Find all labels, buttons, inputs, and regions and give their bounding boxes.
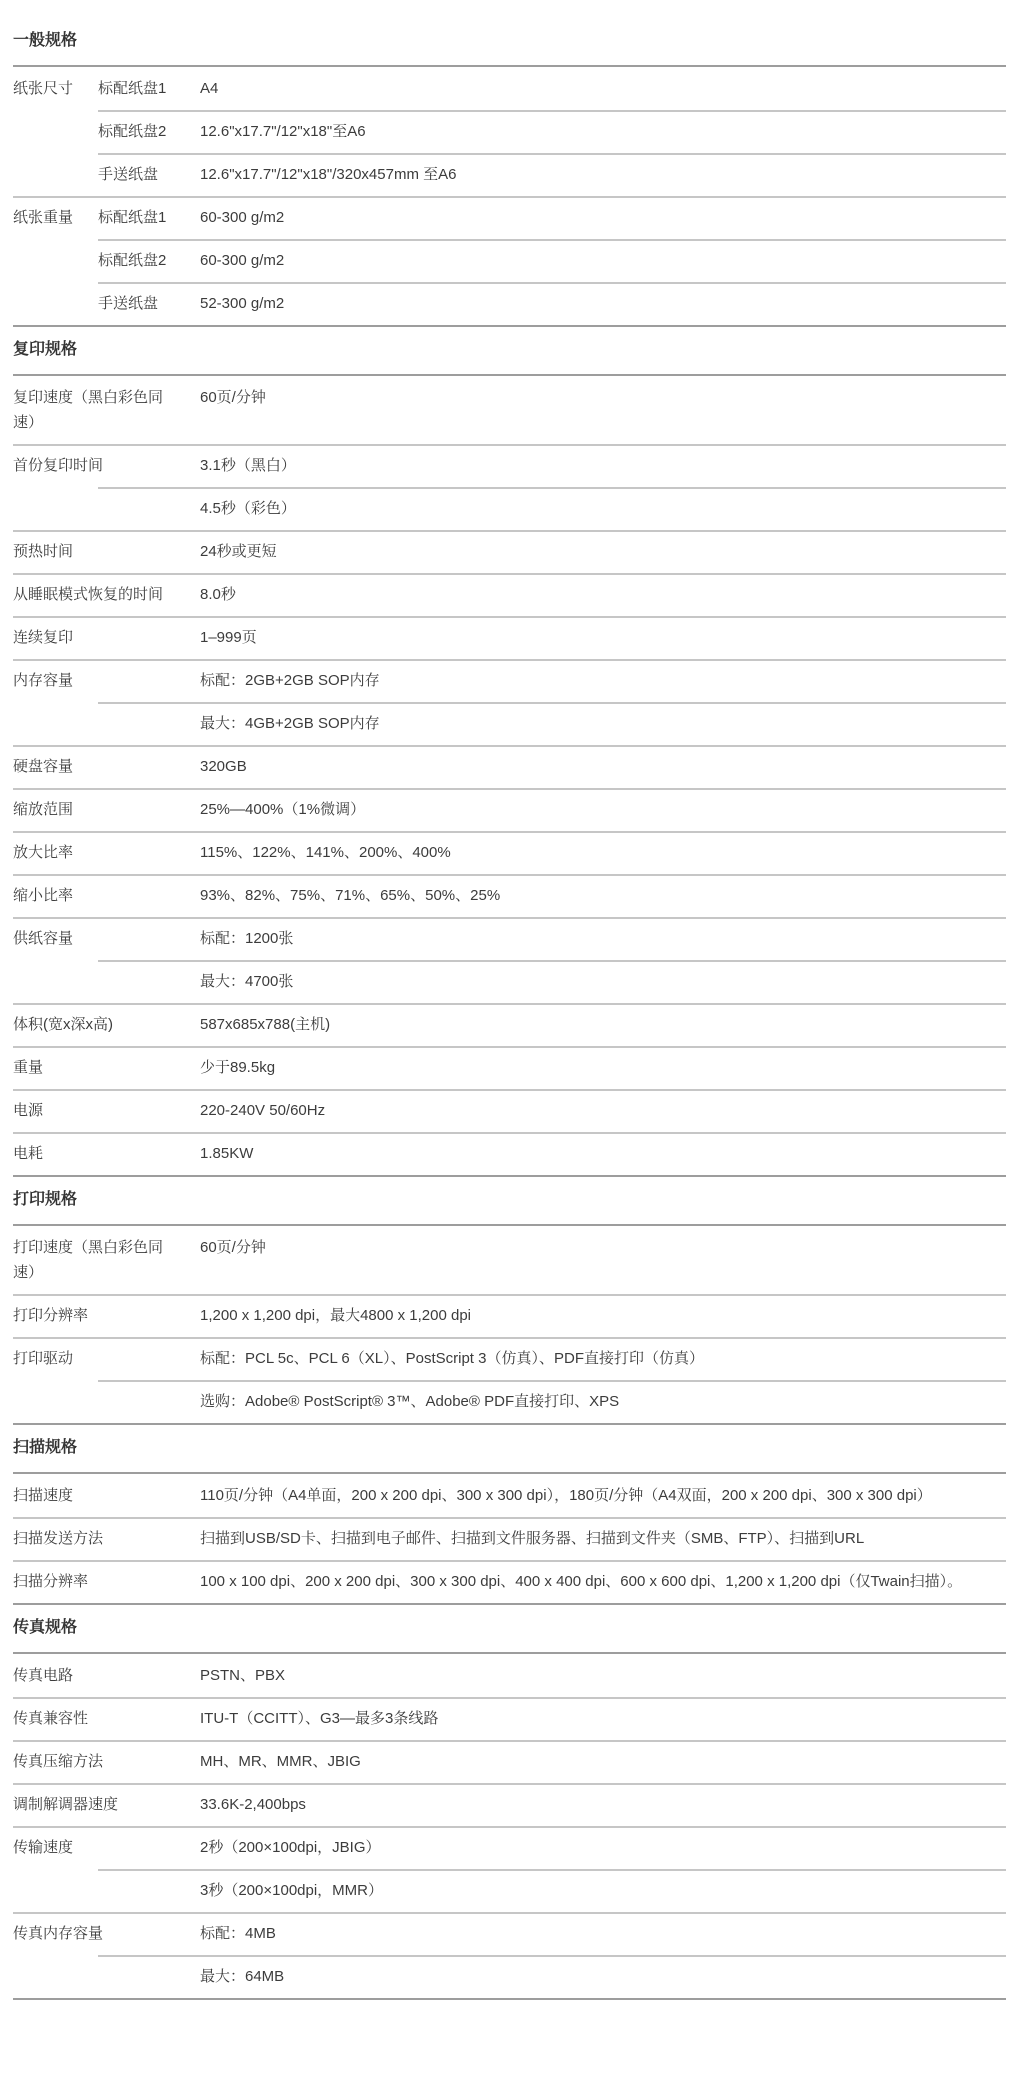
spec-label: 从睡眠模式恢复的时间 (13, 586, 164, 603)
spec-value: 最大：4700张 (200, 973, 294, 990)
spec-label: 传真压缩方法 (13, 1753, 104, 1770)
spec-label: 扫描分辨率 (13, 1573, 89, 1590)
spec-value: 少于89.5kg (200, 1059, 276, 1076)
spec-row (13, 1474, 1006, 1517)
spec-label: 体积(宽x深x高) (13, 1016, 113, 1033)
spec-value: 115%、122%、141%、200%、400% (200, 844, 451, 861)
spec-row (13, 153, 1006, 196)
spec-label: 内存容量 (13, 672, 74, 689)
spec-label: 连续复印 (13, 629, 74, 646)
spec-value: 1,200 x 1,200 dpi，最大4800 x 1,200 dpi (200, 1307, 472, 1324)
spec-sublabel: 标配纸盘1 (98, 80, 167, 97)
spec-value: 24秒或更短 (200, 543, 277, 560)
spec-label: 扫描速度 (13, 1487, 74, 1504)
spec-section (13, 18, 1006, 327)
spec-row (13, 376, 1006, 444)
spec-value: 12.6"x17.7"/12"x18"至A6 (200, 123, 366, 140)
spec-label: 重量 (13, 1059, 44, 1076)
spec-label: 传真内存容量 (13, 1925, 104, 1942)
spec-row (13, 1654, 1006, 1697)
spec-row (13, 1869, 1006, 1912)
spec-sublabel: 手送纸盘 (98, 166, 159, 183)
spec-row (13, 1380, 1006, 1423)
spec-label (13, 153, 98, 196)
spec-value: 25%—400%（1%微调） (200, 801, 366, 818)
spec-row (13, 960, 1006, 1003)
section-rows (13, 1474, 1006, 1603)
spec-value: 选购：Adobe® PostScript® 3™、Adobe® PDF直接打印、XPS (200, 1393, 620, 1410)
spec-label (13, 1955, 200, 1998)
spec-row (13, 1046, 1006, 1089)
spec-value: 标配：PCL 5c、PCL 6（XL）、PostScript 3（仿真）、PDF直接打印（仿真） (200, 1350, 704, 1367)
spec-row (13, 1740, 1006, 1783)
spec-sublabel: 标配纸盘2 (98, 123, 167, 140)
spec-value: 3.1秒（黑白） (200, 457, 296, 474)
spec-row (13, 1337, 1006, 1380)
spec-value: 1–999页 (200, 629, 257, 646)
spec-value: 3秒（200×100dpi，MMR） (200, 1882, 383, 1899)
spec-row (13, 1294, 1006, 1337)
spec-value: 100 x 100 dpi、200 x 200 dpi、300 x 300 dpi、400 x 400 dpi、600 x 600 dpi、1,200 x 1,200 dpi（仅Twain扫描）。 (200, 1573, 963, 1590)
spec-value: 最大：64MB (200, 1968, 285, 1985)
spec-label (13, 1380, 200, 1423)
section-title: 一般规格 (13, 18, 1006, 67)
spec-value: 320GB (200, 758, 247, 775)
spec-label: 供纸容量 (13, 930, 74, 947)
spec-row (13, 616, 1006, 659)
spec-sublabel: 标配纸盘1 (98, 209, 167, 226)
spec-row (13, 1132, 1006, 1175)
spec-label: 纸张尺寸 (13, 80, 74, 97)
spec-row (13, 1912, 1006, 1955)
spec-row (13, 282, 1006, 325)
spec-value: 12.6"x17.7"/12"x18"/320x457mm 至A6 (200, 166, 457, 183)
spec-value: 220-240V 50/60Hz (200, 1102, 326, 1119)
section-rows (13, 1226, 1006, 1423)
spec-sublabel: 手送纸盘 (98, 295, 159, 312)
spec-row (13, 1697, 1006, 1740)
spec-label: 复印速度（黑白彩色同速） (13, 389, 164, 431)
spec-row (13, 110, 1006, 153)
spec-label (13, 960, 200, 1003)
spec-row (13, 1955, 1006, 1998)
section-rows (13, 1654, 1006, 1998)
spec-label (13, 1869, 200, 1912)
spec-label: 缩放范围 (13, 801, 74, 818)
spec-label (13, 487, 200, 530)
spec-value: PSTN、PBX (200, 1667, 286, 1684)
spec-label: 放大比率 (13, 844, 74, 861)
spec-value: 最大：4GB+2GB SOP内存 (200, 715, 380, 732)
section-title: 打印规格 (13, 1177, 1006, 1226)
spec-label: 扫描发送方法 (13, 1530, 104, 1547)
spec-value: 2秒（200×100dpi，JBIG） (200, 1839, 381, 1856)
spec-label: 传输速度 (13, 1839, 74, 1856)
section-title: 复印规格 (13, 327, 1006, 376)
spec-row (13, 487, 1006, 530)
spec-row (13, 702, 1006, 745)
spec-value: 8.0秒 (200, 586, 236, 603)
spec-value: A4 (200, 80, 219, 97)
spec-value: 60页/分钟 (200, 389, 266, 406)
spec-section (13, 1177, 1006, 1425)
spec-value: 标配：1200张 (200, 930, 294, 947)
spec-row (13, 1826, 1006, 1869)
spec-row (13, 1560, 1006, 1603)
spec-label: 调制解调器速度 (13, 1796, 119, 1813)
spec-value: 33.6K-2,400bps (200, 1796, 306, 1813)
spec-label: 硬盘容量 (13, 758, 74, 775)
spec-label (13, 239, 98, 282)
section-rows (13, 67, 1006, 325)
spec-label (13, 110, 98, 153)
spec-value: MH、MR、MMR、JBIG (200, 1753, 361, 1770)
spec-row (13, 659, 1006, 702)
spec-sublabel: 标配纸盘2 (98, 252, 167, 269)
spec-label: 电耗 (13, 1145, 44, 1162)
spec-label (13, 702, 200, 745)
spec-label: 纸张重量 (13, 209, 74, 226)
spec-label: 首份复印时间 (13, 457, 104, 474)
spec-row (13, 874, 1006, 917)
spec-value: 4.5秒（彩色） (200, 500, 296, 517)
spec-row (13, 196, 1006, 239)
section-title: 扫描规格 (13, 1425, 1006, 1474)
spec-label: 打印驱动 (13, 1350, 74, 1367)
spec-label: 传真兼容性 (13, 1710, 89, 1727)
spec-row (13, 788, 1006, 831)
spec-label: 缩小比率 (13, 887, 74, 904)
spec-label: 传真电路 (13, 1667, 74, 1684)
spec-section (13, 327, 1006, 1177)
spec-value: 52-300 g/m2 (200, 295, 285, 312)
spec-value: 标配：4MB (200, 1925, 276, 1942)
spec-value: ITU-T（CCITT）、G3—最多3条线路 (200, 1710, 439, 1727)
spec-value: 110页/分钟（A4单面，200 x 200 dpi、300 x 300 dpi），180页/分钟（A4双面，200 x 200 dpi、300 x 300 dpi） (200, 1487, 932, 1504)
spec-row (13, 67, 1006, 110)
spec-row (13, 239, 1006, 282)
spec-row (13, 917, 1006, 960)
spec-value: 扫描到USB/SD卡、扫描到电子邮件、扫描到文件服务器、扫描到文件夹（SMB、FTP）、扫描到URL (200, 1530, 865, 1547)
section-title: 传真规格 (13, 1605, 1006, 1654)
spec-value: 93%、82%、75%、71%、65%、50%、25% (200, 887, 501, 904)
spec-value: 587x685x788(主机) (200, 1016, 331, 1033)
spec-row (13, 1089, 1006, 1132)
spec-row (13, 1783, 1006, 1826)
section-rows (13, 376, 1006, 1175)
spec-label: 打印速度（黑白彩色同速） (13, 1239, 164, 1281)
spec-row (13, 831, 1006, 874)
spec-section (13, 1425, 1006, 1605)
spec-value: 60-300 g/m2 (200, 252, 285, 269)
spec-section (13, 1605, 1006, 2000)
spec-label: 电源 (13, 1102, 44, 1119)
spec-value: 60-300 g/m2 (200, 209, 285, 226)
spec-value: 标配：2GB+2GB SOP内存 (200, 672, 380, 689)
spec-row (13, 1226, 1006, 1294)
spec-row (13, 1003, 1006, 1046)
spec-row (13, 745, 1006, 788)
spec-label (13, 282, 98, 325)
spec-row (13, 573, 1006, 616)
spec-row (13, 444, 1006, 487)
spec-table (13, 18, 1006, 2000)
spec-value: 1.85KW (200, 1145, 254, 1162)
spec-label: 预热时间 (13, 543, 74, 560)
spec-row (13, 1517, 1006, 1560)
spec-row (13, 530, 1006, 573)
spec-value: 60页/分钟 (200, 1239, 266, 1256)
spec-label: 打印分辨率 (13, 1307, 89, 1324)
